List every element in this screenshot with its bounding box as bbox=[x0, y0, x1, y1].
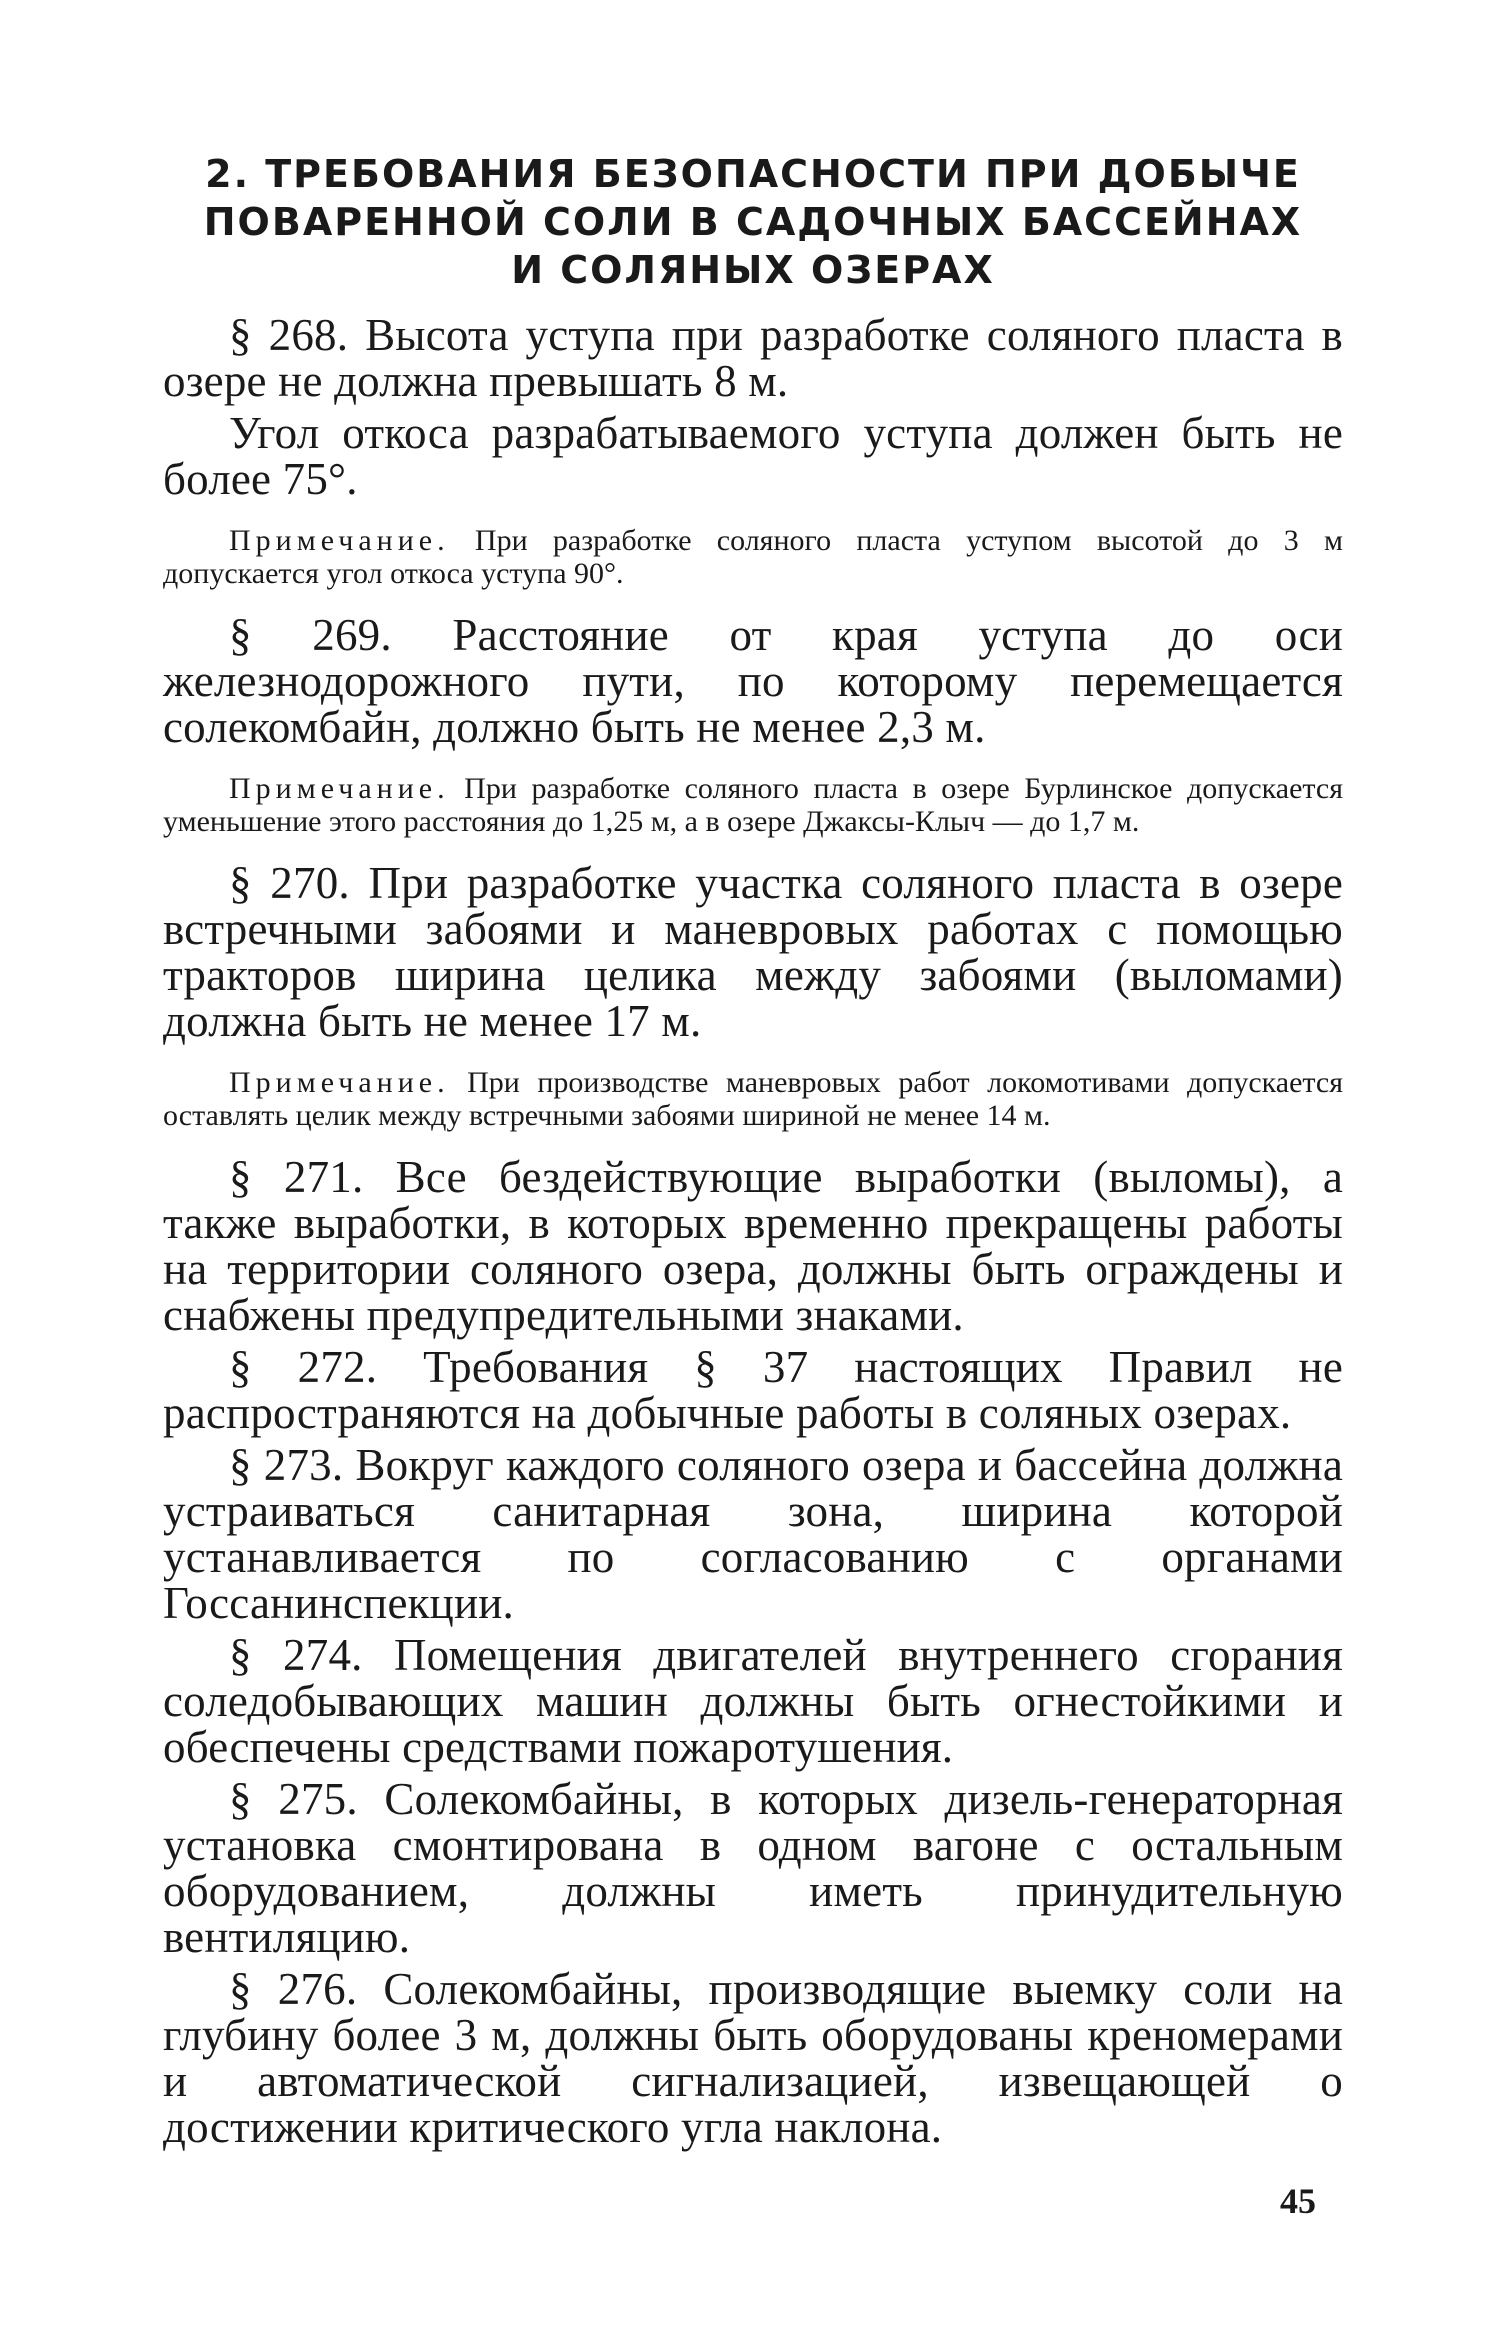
paragraph-274: § 274. Помещения двигателей внутреннего сгорания соледобывающих машин должны быть огнестойкими и обеспечены средствами пожаротушения. bbox=[163, 1630, 1343, 1772]
paragraph-268-slope: Угол откоса разрабатываемого уступа должен быть не более 75°. bbox=[163, 408, 1343, 504]
heading-line-2: ПОВАРЕННОЙ СОЛИ В САДОЧНЫХ БАССЕЙНАХ bbox=[203, 200, 1303, 244]
note-text: При разработке соляного пласта уступом высотой до 3 м допускается угол откоса уступа 90°. bbox=[163, 524, 1344, 590]
note-text: При производстве маневровых работ локомотивами допускается оставлять целик между встречными забоями шириной не менее 14 м. bbox=[163, 1066, 1343, 1132]
paragraph-268: § 268. Высота уступа при разработке соляного пласта в озере не должна превышать 8 м. bbox=[163, 310, 1343, 406]
paragraph-271: § 271. Все бездействующие выработки (выломы), а также выработки, в которых временно прекращены работы на территории соляного озера, должны быть ограждены и снабжены предупредительными знаками. bbox=[163, 1152, 1343, 1340]
page-body bbox=[163, 150, 1343, 2156]
note-label: Примечание. bbox=[229, 1066, 450, 1099]
note-text: При разработке соляного пласта в озере Бурлинское допускается уменьшение этого расстояния до 1,25 м, а в озере Джаксы-Клыч — до 1,7 м. bbox=[163, 772, 1343, 838]
heading-line-3: И СОЛЯНЫХ ОЗЕРАХ bbox=[511, 248, 995, 292]
note-label: Примечание. bbox=[229, 524, 450, 557]
note-label: Примечание. bbox=[229, 772, 450, 805]
note-269 bbox=[163, 772, 1343, 838]
paragraph-276: § 276. Солекомбайны, производящие выемку соли на глубину более 3 м, должны быть оборудованы креномерами и автоматической сигнализацией, извещающей о достижении критического угла наклона. bbox=[163, 1964, 1343, 2152]
paragraph-272: § 272. Требования § 37 настоящих Правил не распространяются на добычные работы в соляных озерах. bbox=[163, 1342, 1343, 1438]
paragraph-269: § 269. Расстояние от края уступа до оси железнодорожного пути, по которому перемещается солекомбайн, должно быть не менее 2,3 м. bbox=[163, 610, 1343, 752]
paragraph-275: § 275. Солекомбайны, в которых дизель-генераторная установка смонтирована в одном вагоне с остальным оборудованием, должны иметь принудительную вентиляцию. bbox=[163, 1774, 1343, 1962]
paragraph-273: § 273. Вокруг каждого соляного озера и бассейна должна устраиваться санитарная зона, ширина которой устанавливается по согласованию с органами Госсанинспекции. bbox=[163, 1440, 1343, 1628]
paragraph-270: § 270. При разработке участка соляного пласта в озере встречными забоями и маневровых работах с помощью тракторов ширина целика между забоями (выломами) должна быть не менее 17 м. bbox=[163, 858, 1343, 1046]
note-270 bbox=[163, 1066, 1343, 1132]
heading-line-1: 2. ТРЕБОВАНИЯ БЕЗОПАСНОСТИ ПРИ ДОБЫЧЕ bbox=[205, 152, 1301, 196]
section-heading bbox=[163, 150, 1343, 294]
note-268 bbox=[163, 524, 1343, 590]
page-number: 45 bbox=[1280, 2181, 1316, 2221]
